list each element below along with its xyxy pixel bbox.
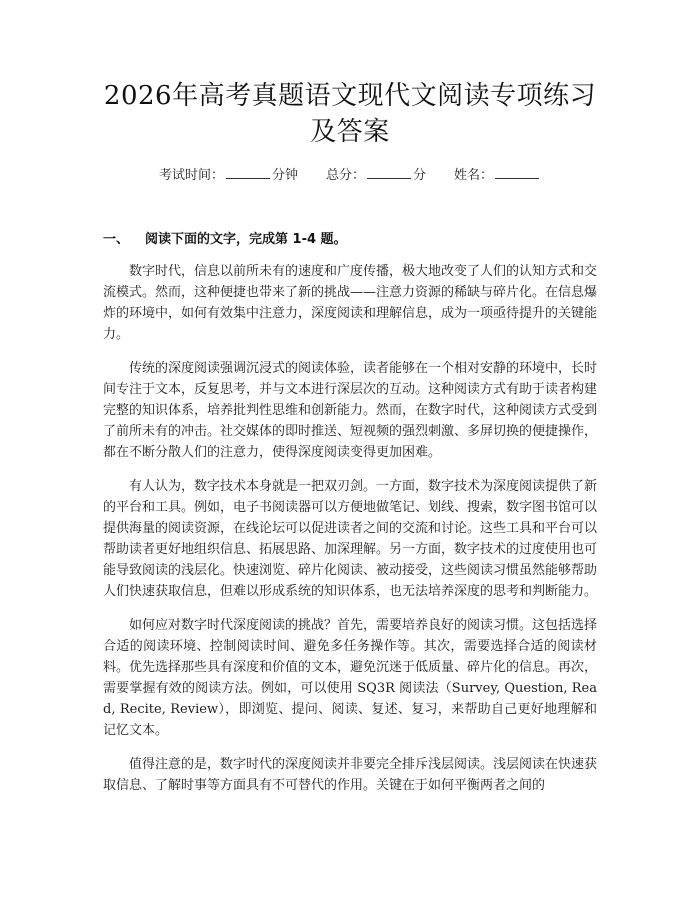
passage-paragraph-3: 有人认为，数字技术本身就是一把双刃剑。一方面，数字技术为深度阅读提供了新的平台和工具。例如，电子书阅读器可以方便地做笔记、划线、搜索，数字图书馆可以提供海量的阅读资源，在线论坛可以促进读者之间的交流和讨论。这些工具和平台可以帮助读者更好地组织信息、拓展思路、加深理解。另一方面，数字技术的过度使用也可能导致阅读的浅层化。快速浏览、碎片化阅读、被动接受，这些阅读习惯虽然能够帮助人们快速获取信息，但难以形成系统的知识体系，也无法培养深度的思考和判断能力。 (103, 479, 598, 599)
time-unit: 分钟 (271, 168, 298, 183)
section-instruction: 阅读下面的文字，完成第 1-4 题。 (145, 232, 347, 247)
passage-paragraph-1: 数字时代，信息以前所未有的速度和广度传播，极大地改变了人们的认知方式和交流模式。然而，这种便捷也带来了新的挑战——注意力资源的稀缺与碎片化。在信息爆炸的环境中，如何有效集中注意力，深度阅读和理解信息，成为一项亟待提升的关键能力。 (103, 264, 598, 342)
section-heading (103, 230, 597, 250)
time-label: 考试时间： (158, 168, 224, 183)
exam-page (103, 78, 597, 796)
exam-info-line (103, 166, 597, 186)
passage-paragraph-5: 值得注意的是，数字时代的深度阅读并非要完全排斥浅层阅读。浅层阅读在快速获取信息、了解时事等方面具有不可替代的作用。关键在于如何平衡两者之间的 (103, 757, 598, 793)
name-blank (495, 166, 539, 179)
score-label: 总分： (325, 168, 365, 183)
score-blank (367, 166, 411, 179)
document-title: 2026年高考真题语文现代文阅读专项练习及答案 (103, 81, 597, 147)
time-blank (226, 166, 270, 179)
passage-paragraph-2: 传统的深度阅读强调沉浸式的阅读体验，读者能够在一个相对安静的环境中，长时间专注于文本，反复思考，并与文本进行深层次的互动。这种阅读方式有助于读者构建完整的知识体系，培养批判性思维和创新能力。然而，在数字时代，这种阅读方式受到了前所未有的冲击。社交媒体的即时推送、短视频的强烈刺激、多屏切换的便捷操作，都在不断分散人们的注意力，使得深度阅读变得更加困难。 (103, 361, 598, 460)
name-label: 姓名： (454, 168, 494, 183)
score-unit: 分 (413, 168, 427, 183)
section-number: 一、 (103, 232, 130, 247)
passage-paragraph-4: 如何应对数字时代深度阅读的挑战？首先，需要培养良好的阅读习惯。这包括选择合适的阅读环境、控制阅读时间、避免多任务操作等。其次，需要选择合适的阅读材料。优先选择那些具有深度和价值的文本，避免沉迷于低质量、碎片化的信息。再次，需要掌握有效的阅读方法。例如，可以使用 SQ3R 阅读法（Survey, Question, Read, Recite, Review），即浏览、提问、阅读、复述、复习，来帮助自己更好地理解和记忆文本。 (103, 618, 598, 738)
